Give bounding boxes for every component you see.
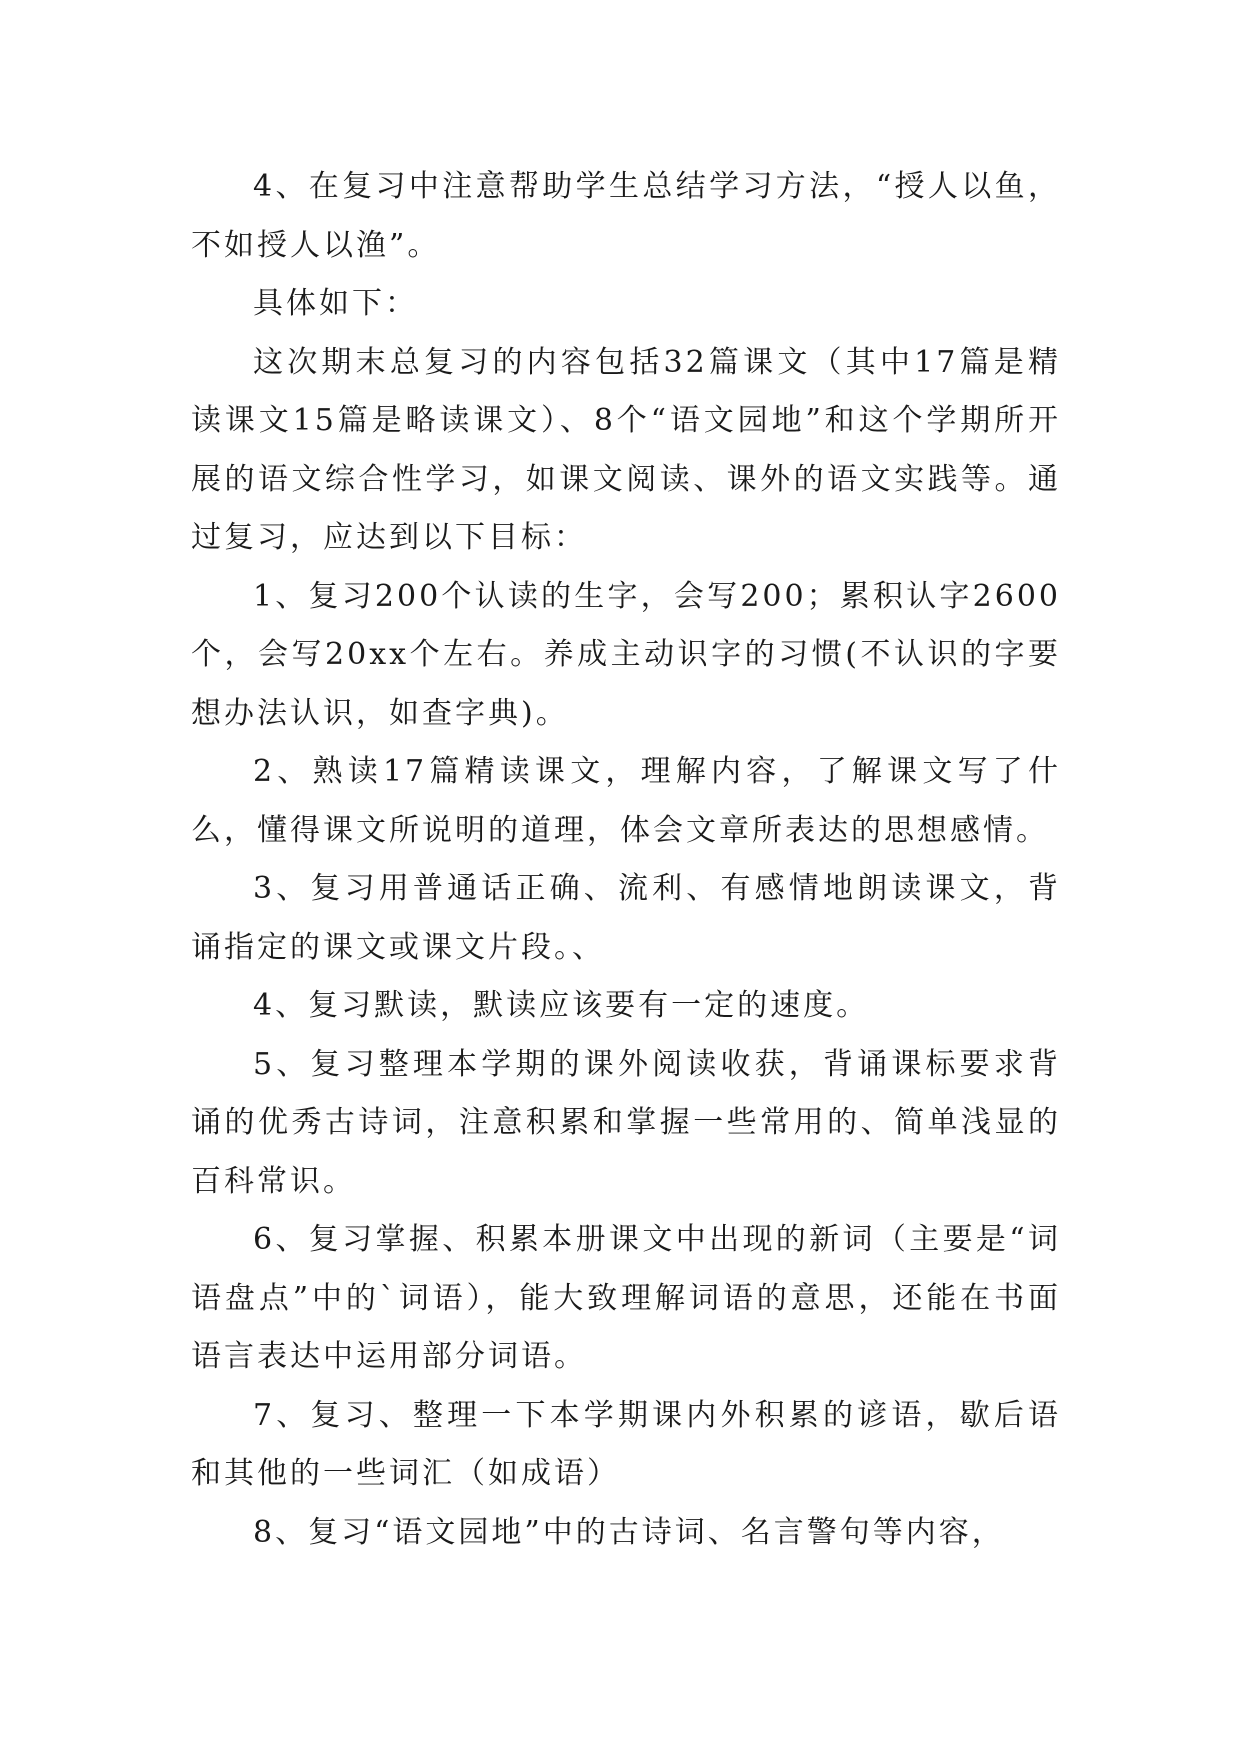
paragraph-goal-3: 3、复习用普通话正确、流利、有感情地朗读课文，背诵指定的课文或课文片段。、 (191, 871, 1061, 965)
paragraph-goal-7: 7、复习、整理一下本学期课内外积累的谚语，歇后语和其他的一些词汇（如成语） (191, 1397, 1061, 1491)
paragraph-goal-2: 2、熟读17篇精读课文，理解内容，了解课文写了什么，懂得课文所说明的道理，体会文章所表达的思想感情。 (191, 754, 1061, 848)
paragraph-goal-1: 1、复习200个认读的生字，会写200；累积认字2600个，会写20xx个左右。养成主动识字的习惯(不认识的字要想办法认识，如查字典)。 (191, 578, 1061, 731)
paragraph-goal-8: 8、复习“语文园地”中的古诗词、名言警句等内容， (253, 1514, 1005, 1550)
paragraph-details-intro: 具体如下： (253, 286, 418, 321)
paragraph-review-scope: 这次期末总复习的内容包括32篇课文（其中17篇是精读课文15篇是略读课文）、8个“语文园地”和这个学期所开展的语文综合性学习，如课文阅读、课外的语文实践等。通过复习，应达到以下目标： (191, 344, 1061, 555)
paragraph-goal-6: 6、复习掌握、积累本册课文中出现的新词（主要是“词语盘点”中的`词语），能大致理解词语的意思，还能在书面语言表达中运用部分词语。 (191, 1222, 1061, 1374)
paragraph-goal-4: 4、复习默读，默读应该要有一定的速度。 (253, 988, 870, 1023)
paragraph-study-method: 4、在复习中注意帮助学生总结学习方法，“授人以鱼，不如授人以渔”。 (191, 169, 1061, 263)
document-body (191, 158, 1061, 1562)
paragraph-goal-5: 5、复习整理本学期的课外阅读收获，背诵课标要求背诵的优秀古诗词，注意积累和掌握一些常用的、简单浅显的百科常识。 (191, 1046, 1061, 1199)
